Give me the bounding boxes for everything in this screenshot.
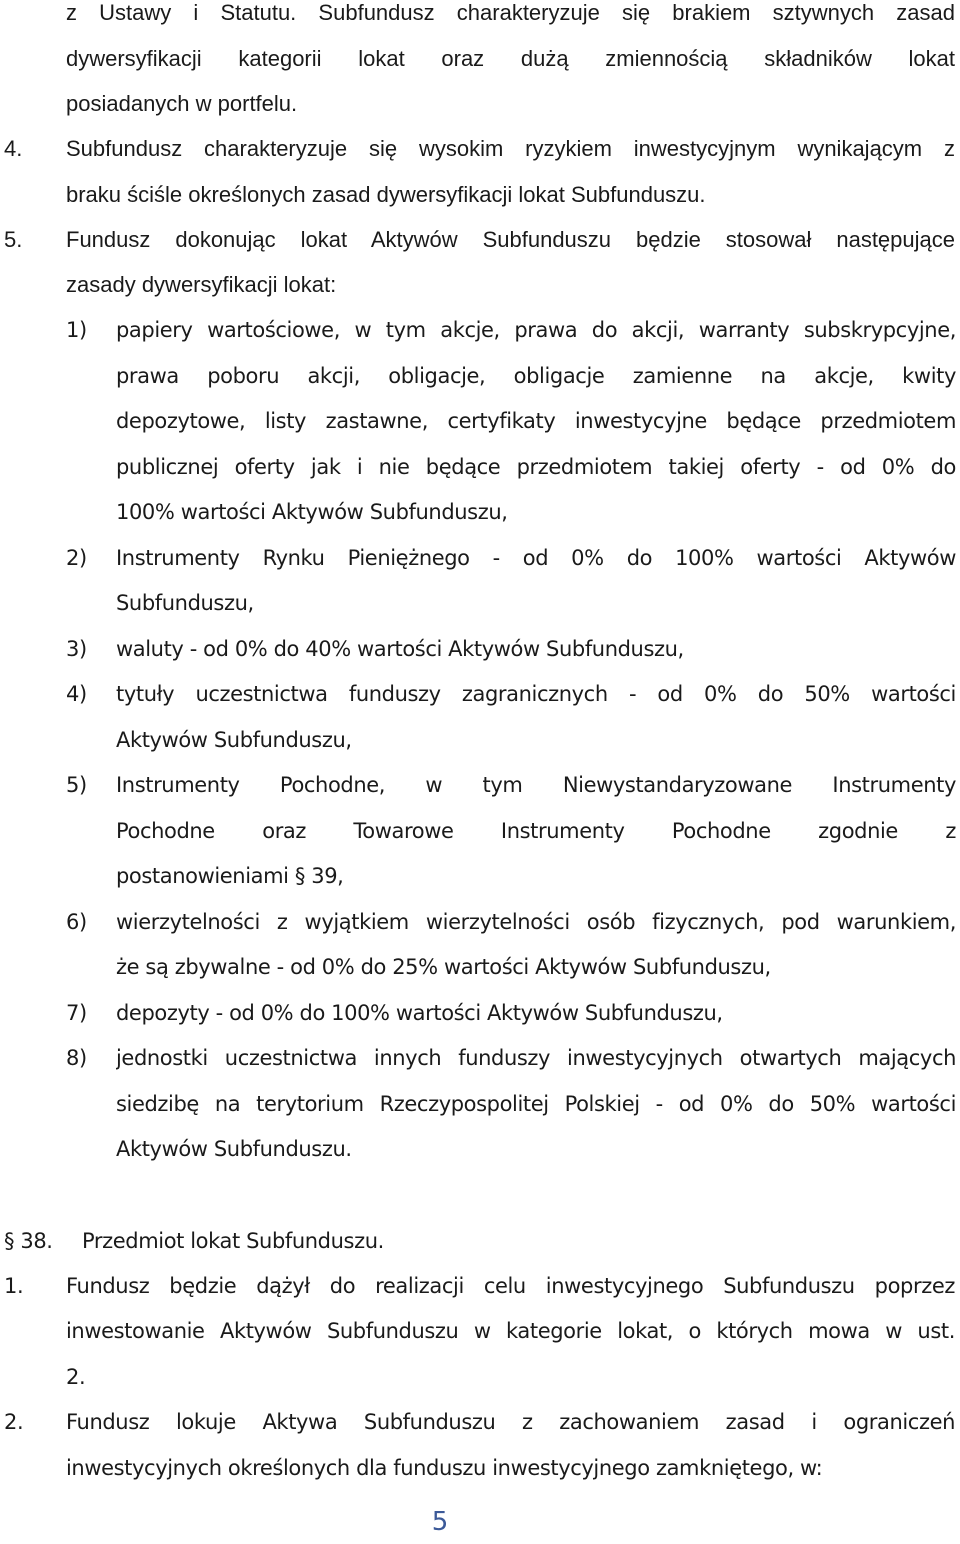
item-number: 5. (4, 227, 23, 252)
paragraph-line (0, 1309, 960, 1354)
numbered-item (0, 1264, 960, 1309)
numbered-item (0, 126, 960, 171)
line-text: Fundusz będzie dążył do realizacji celu inwestycyjnego Subfunduszu poprzez (66, 1274, 955, 1298)
line-text: wierzytelności z wyjątkiem wierzytelności osób fizycznych, pod warunkiem, (116, 910, 956, 934)
line-text: Subfunduszu, (116, 591, 254, 615)
line-text: postanowieniami § 39, (116, 864, 344, 888)
line-text: tytuły uczestnictwa funduszy zagranicznych - od 0% do 50% wartości (116, 682, 956, 706)
item-number: 4. (4, 136, 23, 161)
section-number: § 38. (4, 1229, 53, 1253)
line-text: siedzibę na terytorium Rzeczypospolitej Polskiej - od 0% do 50% wartości (116, 1092, 956, 1116)
line-text: że są zbywalne - od 0% do 25% wartości Aktywów Subfunduszu, (116, 955, 771, 979)
paragraph-line (0, 262, 960, 307)
section-title: Przedmiot lokat Subfunduszu. (82, 1229, 384, 1253)
line-text: Instrumenty Rynku Pieniężnego - od 0% do 100% wartości Aktywów (116, 546, 956, 570)
line-text: prawa poboru akcji, obligacje, obligacje zamienne na akcje, kwity (116, 364, 956, 388)
line-text: Instrumenty Pochodne, w tym Niewystandaryzowane Instrumenty (116, 773, 956, 797)
list-item (0, 1036, 960, 1081)
line-text: Fundusz lokuje Aktywa Subfunduszu z zachowaniem zasad i ograniczeń (66, 1410, 955, 1434)
numbered-item (0, 217, 960, 262)
line-text: 2. (66, 1365, 86, 1389)
item-number: 2. (4, 1410, 24, 1434)
page-number: 5 (431, 1507, 449, 1537)
list-item (0, 672, 960, 717)
line-text: papiery wartościowe, w tym akcje, prawa do akcji, warranty subskrypcyjne, (116, 318, 956, 342)
list-item-continuation (0, 490, 960, 535)
item-number: 7) (66, 1001, 87, 1025)
item-number: 1. (4, 1274, 24, 1298)
item-number: 6) (66, 910, 87, 934)
paragraph-line (0, 81, 960, 126)
item-number: 2) (66, 546, 87, 570)
list-item-continuation (0, 945, 960, 990)
paragraph-line (0, 1355, 960, 1400)
section-heading (0, 1219, 960, 1264)
line-text: zasady dywersyfikacji lokat: (66, 272, 337, 297)
list-item (0, 536, 960, 581)
line-text: posiadanych w portfelu. (66, 91, 298, 116)
list-item (0, 308, 960, 353)
line-text: waluty - od 0% do 40% wartości Aktywów Subfunduszu, (116, 637, 684, 661)
list-item (0, 763, 960, 808)
line-text: Subfundusz charakteryzuje się wysokim ryzykiem inwestycyjnym wynikającym z (66, 136, 955, 161)
line-text: inwestycyjnych określonych dla funduszu inwestycyjnego zamkniętego, w: (66, 1456, 823, 1480)
line-text: Aktywów Subfunduszu, (116, 728, 352, 752)
line-text: jednostki uczestnictwa innych funduszy inwestycyjnych otwartych mających (116, 1046, 956, 1070)
list-item (0, 991, 960, 1036)
line-text: inwestowanie Aktywów Subfunduszu w kategorie lokat, o których mowa w ust. (66, 1319, 955, 1343)
paragraph-line (0, 36, 960, 81)
line-text: Fundusz dokonując lokat Aktywów Subfunduszu będzie stosował następujące (66, 227, 955, 252)
paragraph-line (0, 172, 960, 217)
paragraph-line (0, 1446, 960, 1491)
line-text: depozytowe, listy zastawne, certyfikaty inwestycyjne będące przedmiotem (116, 409, 956, 433)
line-text: dywersyfikacji kategorii lokat oraz dużą zmiennością składników lokat (66, 46, 955, 71)
list-item-continuation (0, 354, 960, 399)
line-text: Aktywów Subfunduszu. (116, 1137, 352, 1161)
list-item-continuation (0, 1082, 960, 1127)
line-text: z Ustawy i Statutu. Subfundusz charakteryzuje się brakiem sztywnych zasad (66, 0, 955, 25)
item-number: 4) (66, 682, 87, 706)
item-number: 8) (66, 1046, 87, 1070)
line-text: publicznej oferty jak i nie będące przedmiotem takiej oferty - od 0% do (116, 455, 956, 479)
list-item-continuation (0, 1127, 960, 1172)
list-item-continuation (0, 581, 960, 626)
list-item-continuation (0, 854, 960, 899)
paragraph-line (0, 0, 960, 35)
item-number: 3) (66, 637, 87, 661)
line-text: Pochodne oraz Towarowe Instrumenty Pochodne zgodnie z (116, 819, 956, 843)
list-item-continuation (0, 399, 960, 444)
item-number: 1) (66, 318, 87, 342)
list-item-continuation (0, 809, 960, 854)
list-item-continuation (0, 445, 960, 490)
item-number: 5) (66, 773, 87, 797)
numbered-item (0, 1400, 960, 1445)
line-text: braku ściśle określonych zasad dywersyfikacji lokat Subfunduszu. (66, 182, 706, 207)
list-item (0, 900, 960, 945)
list-item-continuation (0, 718, 960, 763)
line-text: depozyty - od 0% do 100% wartości Aktywów Subfunduszu, (116, 1001, 723, 1025)
line-text: 100% wartości Aktywów Subfunduszu, (116, 500, 508, 524)
list-item (0, 627, 960, 672)
